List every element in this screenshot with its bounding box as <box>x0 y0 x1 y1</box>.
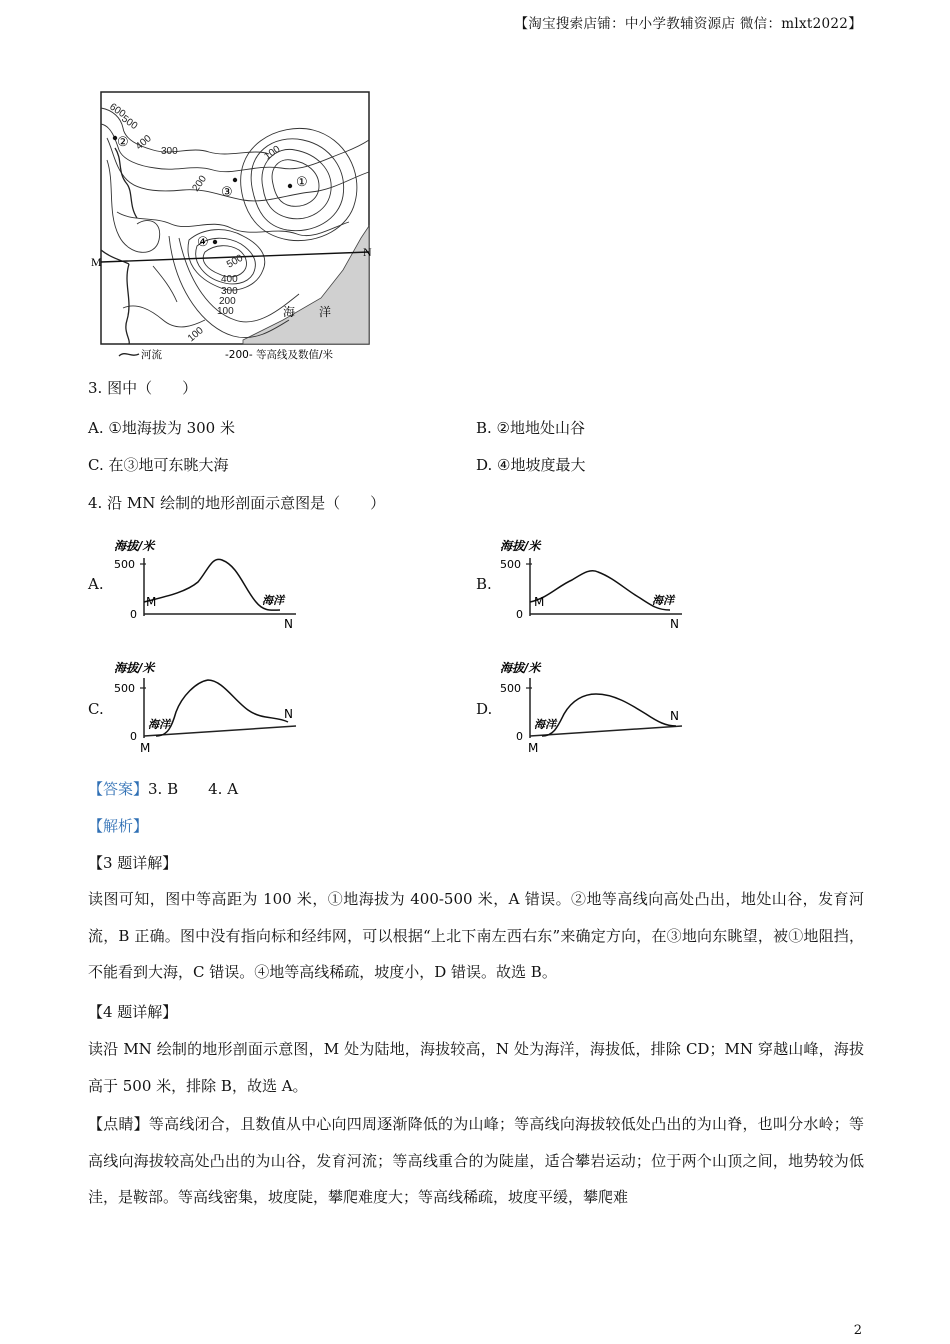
graph-d-sea: 海洋 <box>534 718 556 731</box>
page-header: 【淘宝搜索店铺：中小学教辅资源店 微信：mlxt2022】 <box>514 16 862 32</box>
point-4-marker <box>213 240 217 244</box>
profile-graph-a <box>112 532 312 636</box>
contour-100-label: 100 <box>262 143 283 163</box>
graph-a-n: N <box>284 617 293 631</box>
graph-a-y0: 0 <box>130 608 137 621</box>
contour-500-label: 500 <box>119 113 140 133</box>
graph-c-n: N <box>284 707 293 721</box>
graph-b-m: M <box>534 595 545 609</box>
point-2-label: ② <box>117 135 129 150</box>
graph-c-sea: 海洋 <box>148 718 170 731</box>
q3-detail-tag: 【3 题详解】 <box>88 854 178 872</box>
graph-b-n: N <box>670 617 679 631</box>
q4-detail-tag: 【4 题详解】 <box>88 1003 178 1021</box>
q4-stem: 4. 沿 MN 绘制的地形剖面示意图是（ ） <box>88 494 386 512</box>
graph-d-n: N <box>670 709 679 723</box>
legend-contour: -200- 等高线及数值/米 <box>225 349 333 361</box>
graph-c-y0: 0 <box>130 730 137 743</box>
contour-300-label: 300 <box>161 146 178 157</box>
contour-200-label-2: 200 <box>219 296 236 307</box>
profile-graph-d <box>498 656 698 760</box>
graph-d-y0: 0 <box>516 730 523 743</box>
graph-d-ylabel: 海拔/米 <box>500 661 541 675</box>
tip-tag: 【点睛】 <box>88 1115 149 1133</box>
graph-b-y0: 0 <box>516 608 523 621</box>
legend-river: 河流 <box>141 349 162 361</box>
q4-option-a-label: A. <box>88 575 104 593</box>
q3-detail-text: 读图可知，图中等高距为 100 米，①地海拔为 400-500 米，A 错误。②地等高线向高处凸出，地处山谷，发育河流，B 正确。图中没有指向标和经纬网，可以根据“上北下南左西右东”来确定方向，在③地向东眺望，被①地阻挡，不能看到大海，C 错误。④地等高线稀疏，坡度小，D 错误。故选 B。 <box>88 890 864 981</box>
q3-option-d: D. ④地坡度最大 <box>476 456 586 474</box>
graph-a-m: M <box>146 595 157 609</box>
contour-100-label-2: 100 <box>217 306 234 317</box>
graph-c-ylabel: 海拔/米 <box>114 661 155 675</box>
graph-b-sea: 海洋 <box>652 594 674 607</box>
tip-text: 等高线闭合，且数值从中心向四周逐渐降低的为山峰；等高线向海拔较低处凸出的为山脊，也叫分水岭；等高线向海拔较高处凸出的为山谷，发育河流；等高线重合的为陡崖，适合攀岩运动；位于两个山顶之间，地势较为低洼，是鞍部。等高线密集，坡度陡，攀爬难度大；等高线稀疏，坡度平缓，攀爬难 <box>88 1115 864 1206</box>
point-4-label: ④ <box>197 235 209 250</box>
page-number: 2 <box>853 1323 862 1338</box>
q3-option-b: B. ②地地处山谷 <box>476 419 586 437</box>
contour-200-label: 200 <box>190 173 210 194</box>
contour-400-label: 400 <box>133 133 154 153</box>
answer-text: 3. B 4. A <box>148 780 239 798</box>
contour-600-label: 600 <box>107 101 128 121</box>
point-3-marker <box>233 178 237 182</box>
q3-option-c: C. 在③地可东眺大海 <box>88 456 229 474</box>
graph-d-m: M <box>528 741 539 755</box>
contour-map <box>93 88 377 364</box>
point-3-label: ③ <box>221 185 233 200</box>
point-1-label: ① <box>296 175 308 190</box>
profile-graph-c <box>112 656 312 760</box>
graph-c-y500: 500 <box>114 682 135 695</box>
graph-b-ylabel: 海拔/米 <box>500 539 541 553</box>
profile-graph-b <box>498 532 698 636</box>
q3-option-a: A. ①地海拔为 300 米 <box>88 419 235 437</box>
ocean-label: 海 洋 <box>283 305 332 319</box>
map-n-label: N <box>363 245 372 259</box>
q4-option-b-label: B. <box>476 575 492 593</box>
analysis-tag: 【解析】 <box>88 817 149 835</box>
q4-detail-text: 读沿 MN 绘制的地形剖面示意图，M 处为陆地，海拔较高，N 处为海洋，海拔低，排除 CD；MN 穿越山峰，海拔高于 500 米，排除 B，故选 A。 <box>88 1040 864 1095</box>
q3-stem: 3. 图中（ ） <box>88 379 198 397</box>
map-m-label: M <box>91 255 102 269</box>
graph-a-ylabel: 海拔/米 <box>114 539 155 553</box>
answer-line <box>88 779 238 799</box>
q4-option-c-label: C. <box>88 700 104 718</box>
contour-100-label-3: 100 <box>185 325 206 345</box>
graph-d-y500: 500 <box>500 682 521 695</box>
contour-500-label-2: 500 <box>225 252 245 271</box>
graph-c-m: M <box>140 741 151 755</box>
contour-400-label-2: 400 <box>221 274 238 285</box>
answer-tag: 【答案】 <box>88 780 149 798</box>
graph-a-sea: 海洋 <box>262 594 284 607</box>
graph-a-y500: 500 <box>114 558 135 571</box>
q4-option-d-label: D. <box>476 700 493 718</box>
point-1-marker <box>288 184 292 188</box>
contour-300-label-2: 300 <box>221 286 238 297</box>
tip-paragraph <box>88 1106 864 1216</box>
graph-b-y500: 500 <box>500 558 521 571</box>
